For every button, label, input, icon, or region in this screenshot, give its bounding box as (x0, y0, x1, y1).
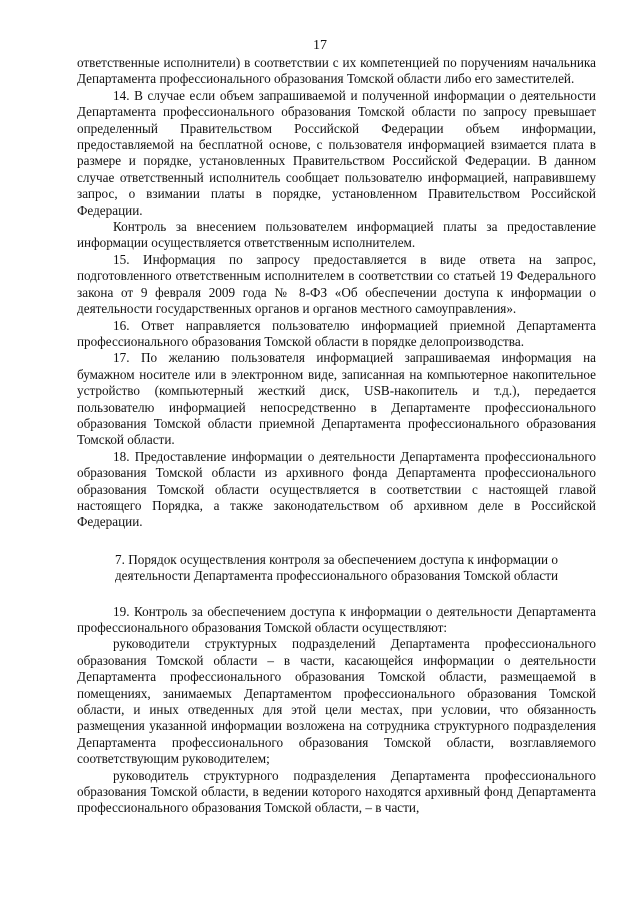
spacer (77, 531, 596, 552)
paragraph: 15. Информация по запросу предоставляется в виде ответа на запрос, подготовленного ответственным исполнителем в соответствии со статьей 19 Федерального закона от 9 февраля 2009 года № 8-ФЗ «Об обеспечении доступа к информации о деятельности государственных органов и органов местного самоуправления». (77, 251, 596, 317)
paragraph: 14. В случае если объем запрашиваемой и полученной информации о деятельности Департамента профессионального образования Томской области по запросу превышает определенный Правительством Российской Федерации объем информации, предоставляемой на бесплатной основе, с пользователя информацией взимается плата в размере и порядке, установленных Правительством Российской Федерации. В данном случае ответственный исполнитель сообщает пользователю информацией, направившему запрос, о взимании платы в порядке, установленном Правительством Российской Федерации. (77, 87, 596, 218)
spacer (77, 585, 596, 604)
paragraph: 16. Ответ направляется пользователю информацией приемной Департамента профессионального образования Томской области в порядке делопроизводства. (77, 317, 596, 349)
document-body (77, 55, 596, 817)
paragraph: 18. Предоставление информации о деятельности Департамента профессионального образования Томской области из архивного фонда Департамента профессионального образования Томской области осуществляется в соответствии с настоящей главой настоящего Порядка, а также законодательством об архивном деле в Российской Федерации. (77, 448, 596, 530)
paragraph: Контроль за внесением пользователем информацией платы за предоставление информации осуществляется ответственным исполнителем. (77, 219, 596, 251)
section-title: 7. Порядок осуществления контроля за обеспечением доступа к информации о деятельности Департамента профессионального образования Томской области (114, 551, 559, 584)
paragraph: руководитель структурного подразделения Департамента профессионального образования Томской области, в ведении которого находятся архивный фонд Департамента профессионального образования Томской области, – в части, (77, 767, 596, 816)
paragraph: руководители структурных подразделений Департамента профессионального образования Томской области – в части, касающейся информации о деятельности Департамента профессионального образования Томской области, размещаемой в помещениях, занимаемых Департаментом профессионального образования Томской области, и иных отведенных для этой цели местах, при условии, что обязанность размещения указанной информации возложена на сотрудника структурного подразделения Департамента профессионального образования Томской области, возглавляемого соответствующим руководителем; (77, 636, 596, 767)
paragraph: ответственные исполнители) в соответствии с их компетенцией по поручениям начальника Департамента профессионального образования Томской области либо его заместителей. (77, 55, 596, 87)
paragraph: 19. Контроль за обеспечением доступа к информации о деятельности Департамента профессионального образования Томской области осуществляют: (77, 603, 596, 635)
paragraph: 17. По желанию пользователя информацией запрашиваемая информация на бумажном носителе или в электронном виде, записанная на компьютерное накопительное устройство (компьютерный жесткий диск, USB-накопитель и т.д.), передается пользователю информацией непосредственно в Департаменте профессионального образования Томской области приемной Департамента профессионального образования Томской области. (77, 350, 596, 448)
page-number: 17 (313, 38, 327, 53)
